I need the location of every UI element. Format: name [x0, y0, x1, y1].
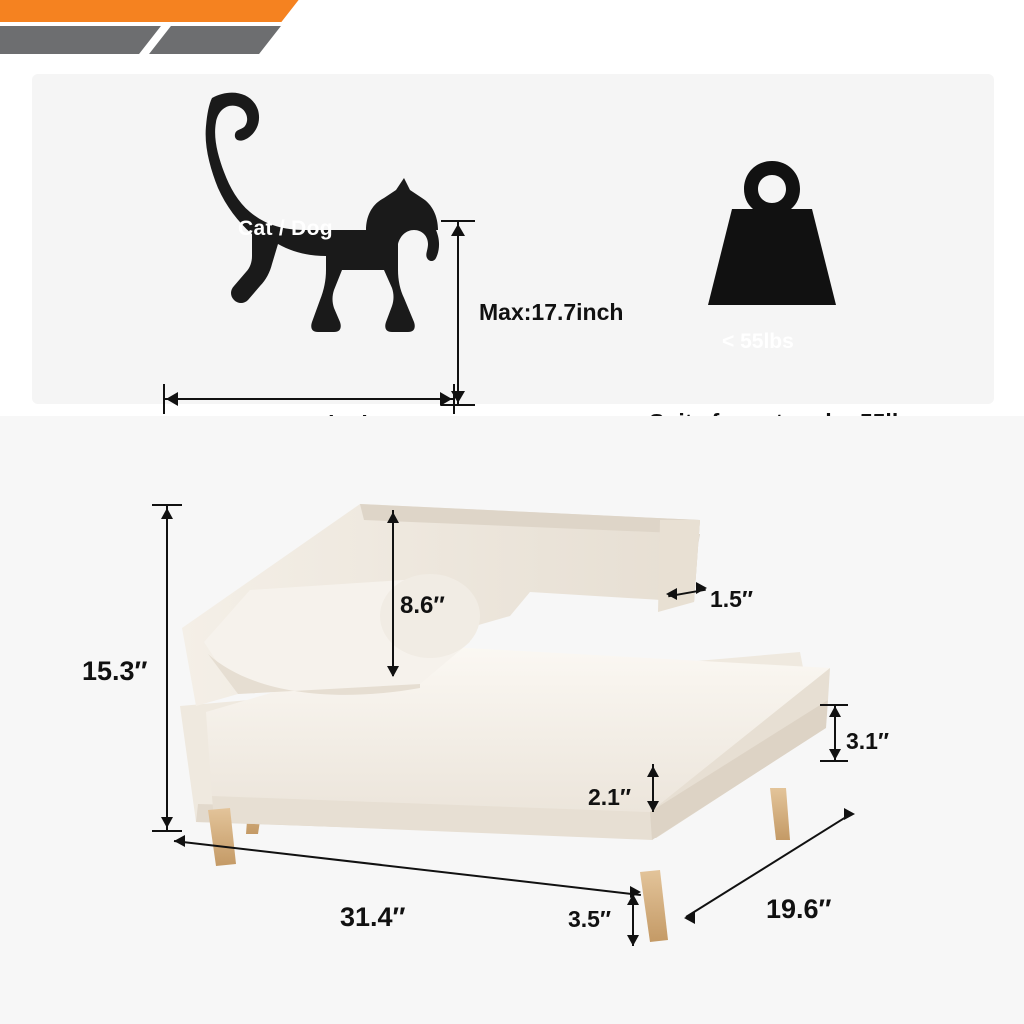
- weight-limit-label: < 55lbs: [722, 330, 794, 353]
- overall-height-arrow-down-icon: [161, 817, 173, 828]
- overall-height-arrow-up-icon: [161, 508, 173, 519]
- pet-info-panel: [32, 74, 994, 404]
- backrest-height-line: [392, 510, 394, 676]
- overall-height-line: [166, 504, 168, 832]
- leg-height-label: 3.5″: [568, 906, 611, 932]
- overall-depth-arrow-left-icon: [684, 912, 695, 924]
- overall-depth-arrow-right-icon: [844, 808, 855, 820]
- product-photo-area: [0, 416, 1024, 1024]
- ribbon-gray-stripe: [0, 26, 281, 54]
- overall-length-label: 31.4″: [340, 902, 406, 932]
- cushion-edge-arrow-up-icon: [647, 766, 659, 777]
- backrest-thickness-label: 1.5″: [710, 586, 753, 612]
- backrest-height-label: 8.6″: [400, 592, 445, 619]
- cushion-edge-arrow-down-icon: [647, 801, 659, 812]
- backrest-height-arrow-down-icon: [387, 666, 399, 677]
- cushion-thickness-cap-bottom: [820, 760, 848, 762]
- leg-height-arrow-up-icon: [627, 894, 639, 905]
- backrest-height-arrow-up-icon: [387, 512, 399, 523]
- cushion-thickness-arrow-up-icon: [829, 706, 841, 717]
- cat-length-arrow-left-icon: [166, 392, 178, 406]
- overall-height-cap-bottom: [152, 830, 182, 832]
- cat-length-arrow-right-icon: [440, 392, 452, 406]
- pet-sofa-illustration: [0, 416, 1024, 1024]
- leg-height-arrow-down-icon: [627, 935, 639, 946]
- corner-ribbon: [0, 0, 300, 62]
- cat-height-arrow-up-icon: [451, 224, 465, 236]
- overall-height-label: 15.3″: [82, 656, 148, 686]
- overall-depth-label: 19.6″: [766, 894, 832, 924]
- weight-icon: [692, 159, 852, 309]
- cushion-thickness-label: 3.1″: [846, 728, 889, 754]
- overall-height-cap-top: [152, 504, 182, 506]
- cushion-thickness-arrow-down-icon: [829, 749, 841, 760]
- cat-height-line: [457, 220, 459, 406]
- pet-silhouette-label: Cat / Dog: [238, 217, 333, 240]
- cat-silhouette-icon: [152, 84, 472, 334]
- ribbon-orange-stripe: [0, 0, 299, 22]
- overall-length-arrow-left-icon: [174, 835, 185, 847]
- backrest-thickness-arrow-right-icon: [696, 582, 707, 594]
- cat-max-height-label: Max:17.7inch: [479, 299, 624, 325]
- backrest-thickness-arrow-left-icon: [666, 588, 677, 600]
- cat-length-line: [164, 398, 454, 400]
- cushion-edge-label: 2.1″: [588, 784, 631, 810]
